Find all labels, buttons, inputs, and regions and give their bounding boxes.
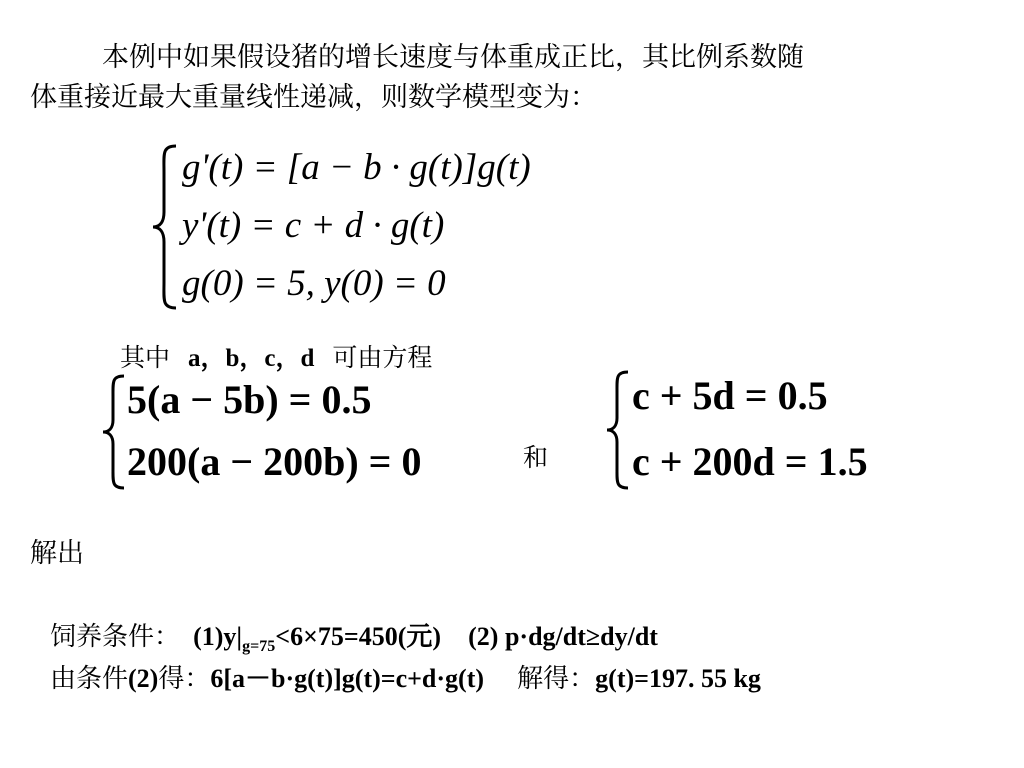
where-vars: a，b，c，d xyxy=(187,345,315,372)
system1-eq2: y'(t) = c + d · g(t) xyxy=(182,205,445,246)
condition-1-main: (1)y| xyxy=(193,622,243,651)
solution-result: g(t)=197. 55 kg xyxy=(595,664,761,693)
condition-1-subscript: g=75 xyxy=(242,638,276,655)
system3-brace xyxy=(604,368,632,492)
derivation-line xyxy=(50,658,761,695)
intro-line-1: 本例中如果假设猪的增长速度与体重成正比，其比例系数随 xyxy=(102,42,804,73)
system1-eq3: g(0) = 5, y(0) = 0 xyxy=(182,263,446,304)
where-line xyxy=(120,338,432,374)
intro-line-2: 体重接近最大重量线性递减，则数学模型变为： xyxy=(30,82,597,113)
system2-brace xyxy=(100,372,128,492)
system3-eq1: c + 5d = 0.5 xyxy=(632,373,828,418)
condition-2: (2) p·dg/dt≥dy/dt xyxy=(468,622,658,651)
derivation-prefix: 由条件 xyxy=(50,664,129,694)
conditions-label: 饲养条件： xyxy=(50,622,181,652)
conditions-line xyxy=(50,616,658,656)
system2-eq1: 5(a − 5b) = 0.5 xyxy=(127,377,372,422)
system2-eq2: 200(a − 200b) = 0 xyxy=(127,439,422,484)
system3-eq2: c + 200d = 1.5 xyxy=(632,439,868,484)
system1-brace xyxy=(150,142,180,312)
derivation-got: 得： xyxy=(158,664,211,694)
condition-1-tail: <6×75=450(元) xyxy=(275,622,442,651)
solve-label: 解出 xyxy=(30,538,84,569)
derivation-condition-ref: (2) xyxy=(128,664,159,693)
derivation-expression: 6[a－b·g(t)]g(t)=c+d·g(t) xyxy=(210,664,485,693)
where-suffix: 可由方程 xyxy=(332,343,433,372)
solved-label: 解得： xyxy=(517,664,596,694)
where-prefix: 其中 xyxy=(120,343,171,372)
system1-eq1: g'(t) = [a − b · g(t)]g(t) xyxy=(182,147,531,188)
condition-1 xyxy=(193,622,442,655)
and-label: 和 xyxy=(523,443,549,472)
